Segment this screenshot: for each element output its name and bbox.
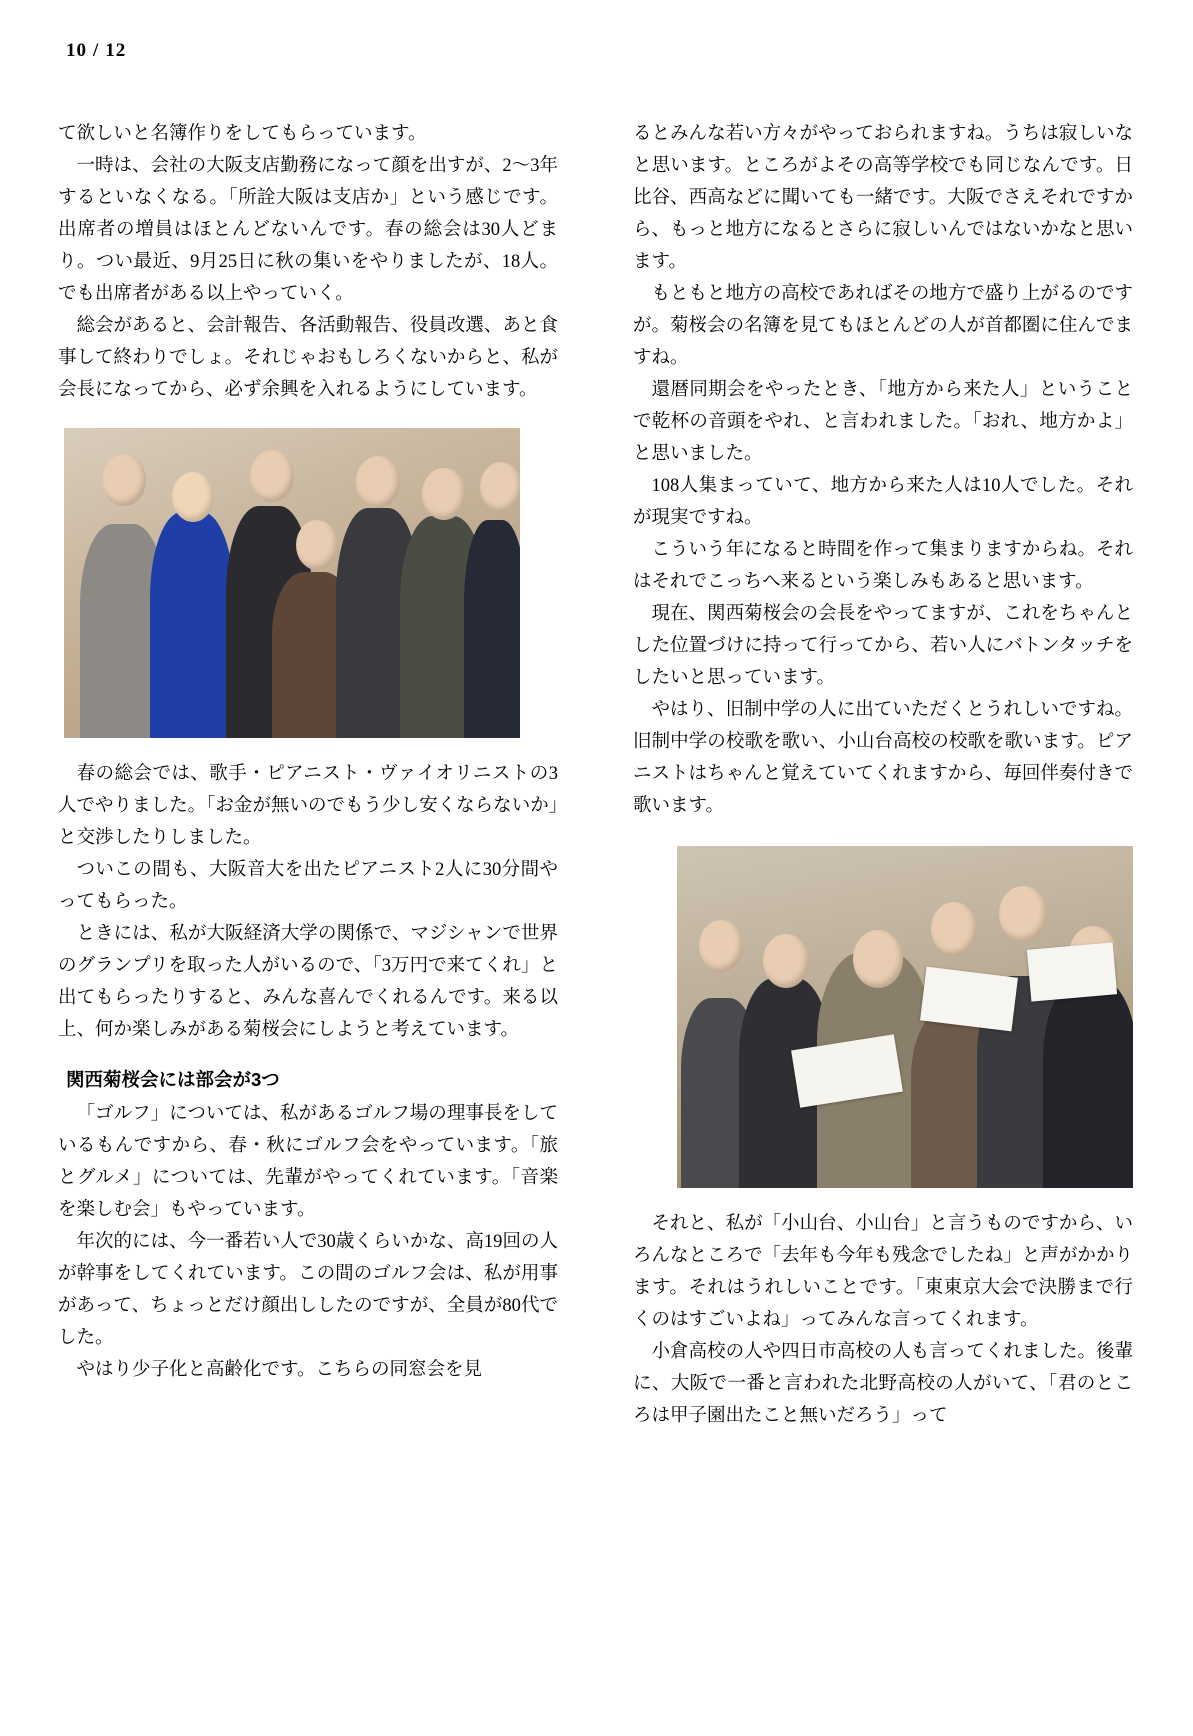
paragraph: 春の総会では、歌手・ピアニスト・ヴァイオリニストの3人でやりました。「お金が無いのでもう少し安くならないか」と交渉したりしました。 [58,764,558,848]
section-heading: 関西菊桜会には部会が3つ [66,1069,280,1090]
paragraph: 小倉高校の人や四日市高校の人も言ってくれました。後輩に、大阪で一番と言われた北野高校の人がいて、「君のところは甲子園出たこと無いだろう」って [633,1342,1133,1426]
paragraph: ついこの間も、大阪音大を出たピアニスト2人に30分間やってもらった。 [58,860,558,912]
group-photo-singing [677,846,1133,1188]
page-number-header [66,40,126,62]
page-number-current: 10 [66,40,87,61]
paragraph: 現在、関西菊桜会の会長をやってますが、これをちゃんとした位置づけに持って行ってから、若い人にバトンタッチをしたいと思っています。 [633,604,1133,688]
page-number-total: 12 [105,40,127,61]
two-column-body [58,118,1133,1432]
paragraph: 還暦同期会をやったとき、「地方から来た人」ということで乾杯の音頭をやれ、と言われました。「おれ、地方かよ」と思いました。 [633,380,1133,464]
right-column [633,118,1133,1432]
paragraph: て欲しいと名簿作りをしてもらっています。 [58,124,427,144]
left-column [58,118,558,1432]
group-photo-formal-attire [64,428,520,738]
paragraph: やはり、旧制中学の人に出ていただくとうれしいですね。旧制中学の校歌を歌い、小山台高校の校歌を歌います。ピアニストはちゃんと覚えていてくれますから、毎回伴奏付きで歌います。 [633,700,1133,816]
paragraph: こういう年になると時間を作って集まりますからね。それはそれでこっちへ来るという楽しみもあると思います。 [633,540,1133,592]
page-number-separator: / [93,40,100,61]
paragraph: 108人集まっていて、地方から来た人は10人でした。それが現実ですね。 [633,476,1133,528]
paragraph: るとみんな若い方々がやっておられますね。うちは寂しいなと思います。ところがよその高等学校でも同じなんです。日比谷、西高などに聞いても一緒です。大阪でさえそれですから、もっと地方になるとさらに寂しいんではないかなと思います。 [633,124,1133,272]
paragraph: 「ゴルフ」については、私があるゴルフ場の理事長をしているもんですから、春・秋にゴルフ会をやっています。「旅とグルメ」については、先輩がやってくれています。「音楽を楽しむ会」もやっています。 [58,1104,558,1220]
paragraph: 一時は、会社の大阪支店勤務になって顔を出すが、2〜3年するといなくなる。「所詮大阪は支店か」という感じです。出席者の増員はほとんどないんです。春の総会は30人どまり。つい最近、9月25日に秋の集いをやりましたが、18人。でも出席者がある以上やっていく。 [58,156,558,304]
paragraph: 総会があると、会計報告、各活動報告、役員改選、あと食事して終わりでしょ。それじゃおもしろくないからと、私が会長になってから、必ず余興を入れるようにしています。 [58,316,558,400]
paragraph: やはり少子化と高齢化です。こちらの同窓会を見 [76,1360,483,1380]
paragraph: それと、私が「小山台、小山台」と言うものですから、いろんなところで「去年も今年も残念でしたね」と声がかかります。それはうれしいことです。「東東京大会で決勝まで行くのはすごいよね」ってみんな言ってくれます。 [633,1214,1133,1330]
paragraph: もともと地方の高校であればその地方で盛り上がるのですが。菊桜会の名簿を見てもほとんどの人が首都圏に住んでますね。 [633,284,1133,368]
paragraph: ときには、私が大阪経済大学の関係で、マジシャンで世界のグランプリを取った人がいるので、「3万円で来てくれ」と出てもらったりすると、みんな喜んでくれるんです。来る以上、何か楽しみがある菊桜会にしようと考えています。 [58,924,558,1040]
paragraph: 年次的には、今一番若い人で30歳くらいかな、高19回の人が幹事をしてくれています。この間のゴルフ会は、私が用事があって、ちょっとだけ顔出ししたのですが、全員が80代でした。 [58,1232,558,1348]
